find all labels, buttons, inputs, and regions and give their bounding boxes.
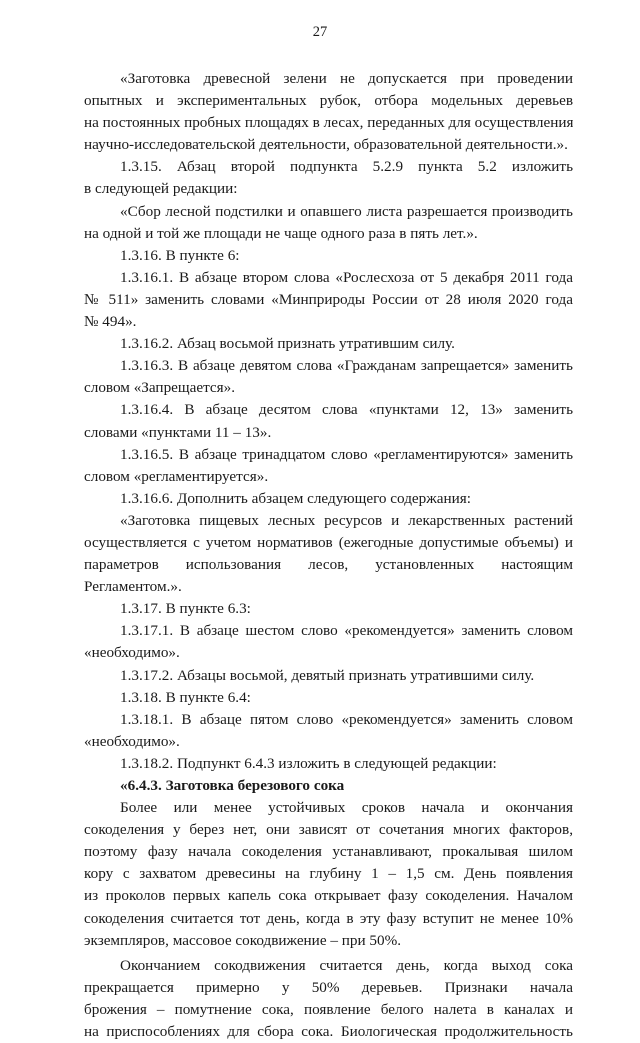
text-line: «Заготовка пищевых лесных ресурсов и лекарственных растений xyxy=(120,511,573,529)
text-line: поэтому фазу начала сокоделения устанавливают, прокалывая шилом xyxy=(84,843,573,861)
text-line: 1.3.18.2. Подпункт 6.4.3 изложить в следующей редакции: xyxy=(120,754,497,772)
text-line: научно-исследовательской деятельности, образовательной деятельности.». xyxy=(84,136,568,154)
text-line: «Сбор лесной подстилки и опавшего листа разрешается производить xyxy=(120,202,573,220)
text-line: сокоделения считается тот день, когда в эту фазу вступит не менее 10% xyxy=(84,909,573,927)
text-line: опытных и экспериментальных рубок, отбора модельных деревьев xyxy=(84,92,573,110)
text-line: 1.3.15. Абзац второй подпункта 5.2.9 пункта 5.2 изложить xyxy=(120,158,573,176)
text-line: Окончанием сокодвижения считается день, когда выход сока xyxy=(120,956,573,974)
text-line: Более или менее устойчивых сроков начала и окончания xyxy=(120,799,573,817)
text-line: 1.3.16.6. Дополнить абзацем следующего содержания: xyxy=(120,489,471,507)
section-heading: «6.4.3. Заготовка березового сока xyxy=(120,777,345,794)
text-line: 1.3.16.4. В абзаце десятом слова «пунктами 12, 13» заменить xyxy=(120,401,573,419)
text-line: словом «регламентируется». xyxy=(84,467,269,485)
text-line: из проколов первых капель сока открывает фазу сокоделения. Началом xyxy=(84,887,573,905)
text-line: в следующей редакции: xyxy=(84,180,238,198)
document-body xyxy=(84,68,573,1043)
text-line: на одной и той же площади не чаще одного раза в пять лет.». xyxy=(84,224,478,242)
text-line: № 494». xyxy=(84,313,137,331)
text-line: прекращается примерно у 50% деревьев. Признаки начала xyxy=(84,978,573,996)
text-line: на постоянных пробных площадях в лесах, переданных для осуществления xyxy=(84,114,573,132)
text-line: «Заготовка древесной зелени не допускается при проведении xyxy=(120,70,573,87)
text-line: 1.3.16.1. В абзаце втором слова «Рослесхоза от 5 декабря 2011 года xyxy=(120,268,573,286)
text-line: брожения – помутнение сока, появление белого налета в каналах и xyxy=(84,1000,573,1018)
text-line: на приспособлениях для сбора сока. Биологическая продолжительность xyxy=(84,1023,573,1041)
text-line: сокоделения у берез нет, они зависят от сочетания многих факторов, xyxy=(84,821,573,839)
text-line: словом «Запрещается». xyxy=(84,379,236,397)
text-line: 1.3.16.3. В абзаце девятом слова «Гражданам запрещается» заменить xyxy=(120,357,573,375)
text-line: кору с захватом древесины на глубину 1 – 1,5 см. День появления xyxy=(84,865,573,883)
text-line: 1.3.18. В пункте 6.4: xyxy=(120,688,251,706)
page-number: 27 xyxy=(312,24,328,40)
text-line: № 511» заменить словами «Минприроды России от 28 июля 2020 года xyxy=(84,290,573,308)
text-line: Регламентом.». xyxy=(84,578,182,596)
text-line: 1.3.17.1. В абзаце шестом слово «рекомендуется» заменить словом xyxy=(120,622,573,640)
text-line: 1.3.16. В пункте 6: xyxy=(120,246,240,264)
text-line: экземпляров, массовое сокодвижение – при 50%. xyxy=(84,931,402,949)
text-line: 1.3.17.2. Абзацы восьмой, девятый признать утратившими силу. xyxy=(120,666,535,684)
text-line: осуществляется с учетом нормативов (ежегодные допустимые объемы) и xyxy=(84,533,573,551)
text-line: 1.3.17. В пункте 6.3: xyxy=(120,600,251,618)
text-line: «необходимо». xyxy=(84,732,180,750)
text-line: словами «пунктами 11 – 13». xyxy=(84,423,272,441)
text-line: 1.3.16.5. В абзаце тринадцатом слово «регламентируются» заменить xyxy=(120,445,573,463)
text-line: «необходимо». xyxy=(84,644,180,662)
text-line: 1.3.16.2. Абзац восьмой признать утратившим силу. xyxy=(120,335,455,353)
text-line: 1.3.18.1. В абзаце пятом слово «рекомендуется» заменить словом xyxy=(120,710,573,728)
text-line: параметров использования лесов, установленных настоящим xyxy=(84,556,573,574)
